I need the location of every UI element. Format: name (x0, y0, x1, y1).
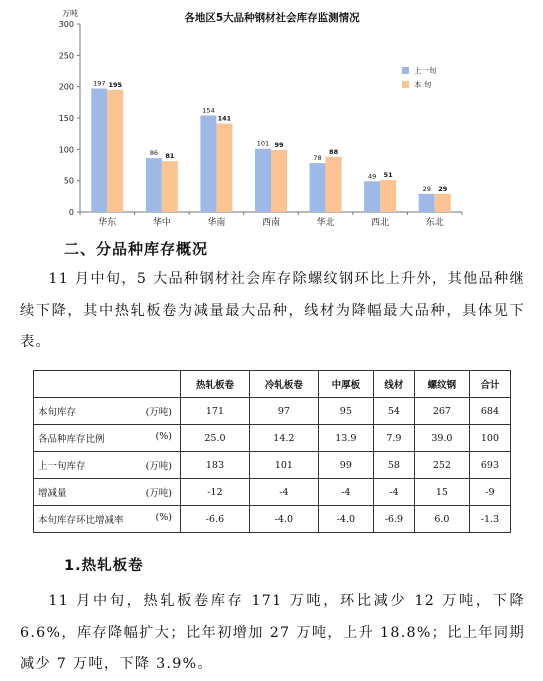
table-cell: 100 (469, 425, 510, 452)
y-tick-label: 250 (58, 51, 74, 61)
table-cell: 13.9 (318, 425, 373, 452)
table-cell: -9 (469, 479, 510, 506)
table-cell: -12 (181, 479, 250, 506)
legend-swatch (402, 67, 409, 74)
x-tick-label: 西北 (371, 218, 390, 228)
bar-value-label: 88 (329, 147, 339, 156)
row-label-cell (34, 425, 181, 452)
bar-value-label: 141 (217, 114, 232, 123)
y-axis-unit-label: 万吨 (62, 9, 78, 18)
x-tick-label: 东北 (425, 218, 444, 228)
table-header-cell (34, 371, 181, 398)
bar-value-label: 51 (383, 171, 393, 180)
table-cell: 14.2 (249, 425, 318, 452)
table-cell: -4.0 (249, 506, 318, 533)
bar-value-label: 195 (108, 80, 123, 89)
bar-value-label: 81 (165, 152, 175, 161)
row-unit: (%) (155, 512, 172, 523)
row-unit: (万吨) (145, 488, 172, 499)
bar-previous-period (200, 115, 216, 212)
row-label: 本旬库存环比增减率 (38, 515, 124, 526)
table-cell: 101 (249, 452, 318, 479)
bar-value-label: 86 (149, 149, 158, 158)
table-header-row (34, 371, 511, 398)
legend-swatch (402, 81, 409, 88)
bar-previous-period (310, 163, 326, 212)
table-cell: 7.9 (373, 425, 414, 452)
x-tick-label: 西南 (261, 218, 281, 228)
x-tick-label: 华东 (98, 218, 117, 228)
table-cell: -6.6 (181, 506, 250, 533)
inventory-table (33, 370, 511, 533)
table-header-cell: 合计 (469, 371, 510, 398)
row-label-cell (34, 479, 181, 506)
bar-value-label: 101 (256, 139, 270, 148)
section-heading: 二、分品种库存概况 (64, 240, 209, 258)
table-cell: 15 (414, 479, 469, 506)
row-label-cell (34, 506, 181, 533)
y-tick-label: 100 (58, 145, 74, 155)
chart-bars (91, 80, 450, 212)
bar-current-period (271, 150, 287, 212)
table-cell: 54 (373, 398, 414, 425)
table-cell: 39.0 (414, 425, 469, 452)
table-cell: 58 (373, 452, 414, 479)
row-unit: (%) (155, 431, 172, 442)
table-header-cell: 冷轧板卷 (249, 371, 318, 398)
table-cell: 171 (181, 398, 250, 425)
bar-value-label: 154 (202, 106, 215, 115)
bar-previous-period (146, 158, 162, 212)
x-tick-label: 华南 (207, 218, 226, 228)
table-row (34, 452, 511, 479)
table-header-cell: 线材 (373, 371, 414, 398)
table-cell: -6.9 (373, 506, 414, 533)
regional-inventory-bar-chart (0, 0, 543, 240)
table-cell: 95 (318, 398, 373, 425)
table-row (34, 479, 511, 506)
legend-label: 上一旬 (414, 66, 437, 75)
table-row (34, 425, 511, 452)
table-body (34, 398, 511, 533)
y-tick-label: 0 (68, 208, 74, 217)
row-unit: (万吨) (145, 407, 172, 418)
row-label: 上一旬库存 (38, 461, 86, 472)
table-cell: 252 (414, 452, 469, 479)
table-cell: 183 (181, 452, 250, 479)
bar-value-label: 49 (368, 172, 377, 181)
y-tick-label: 200 (58, 82, 74, 92)
bar-previous-period (255, 149, 271, 212)
table-cell: -4 (318, 479, 373, 506)
hot-rolled-paragraph: 11 月中旬，热轧板卷库存 171 万吨，环比减少 12 万吨，下降 6.6%，库存降幅扩大；比年初增加 27 万吨，上升 18.8%；比上年同期减少 7 万吨，下降 3.9%。 (20, 593, 525, 672)
intro-paragraph: 11 月中旬，5 大品种钢材社会库存除螺纹钢环比上升外，其他品种继续下降，其中热轧板卷为减量最大品种，线材为降幅最大品种，具体见下表。 (20, 271, 525, 350)
table-cell: -1.3 (469, 506, 510, 533)
bar-current-period (380, 180, 396, 212)
table-row (34, 506, 511, 533)
x-tick-label: 华中 (152, 218, 171, 228)
bar-value-label: 29 (422, 184, 431, 193)
y-tick-label: 50 (63, 176, 74, 186)
bar-value-label: 78 (313, 154, 322, 163)
table-cell: -4 (249, 479, 318, 506)
table-cell: -4.0 (318, 506, 373, 533)
bar-previous-period (91, 89, 107, 212)
bar-value-label: 197 (93, 79, 106, 88)
row-label-cell (34, 452, 181, 479)
row-label: 增减量 (38, 488, 67, 499)
legend-label: 本 旬 (414, 80, 432, 89)
x-tick-label: 华北 (316, 218, 335, 228)
table-cell: 25.0 (181, 425, 250, 452)
table-cell: 684 (469, 398, 510, 425)
bar-current-period (162, 161, 178, 212)
bar-current-period (326, 157, 342, 212)
table-cell: 267 (414, 398, 469, 425)
table-cell: -4 (373, 479, 414, 506)
table-header-cell: 热轧板卷 (181, 371, 250, 398)
subsection-heading: 1.热轧板卷 (64, 558, 144, 574)
table-header-cell: 螺纹钢 (414, 371, 469, 398)
chart-legend (402, 65, 437, 89)
y-tick-label: 300 (58, 20, 74, 29)
row-label-cell (34, 398, 181, 425)
row-label: 各品种库存比例 (38, 434, 105, 445)
table-cell: 6.0 (414, 506, 469, 533)
bar-value-label: 99 (274, 140, 284, 149)
bar-previous-period (419, 194, 435, 212)
bar-current-period (107, 90, 123, 212)
row-unit: (万吨) (145, 461, 172, 472)
bar-previous-period (364, 181, 380, 212)
bar-current-period (216, 124, 232, 212)
table-header-cell: 中厚板 (318, 371, 373, 398)
row-label: 本旬库存 (38, 407, 77, 418)
table-row (34, 398, 511, 425)
table-cell: 99 (318, 452, 373, 479)
bar-current-period (435, 194, 451, 212)
table-cell: 693 (469, 452, 510, 479)
chart-title: 各地区5大品种钢材社会库存监测情况 (184, 12, 360, 24)
bar-value-label: 29 (438, 184, 448, 193)
y-tick-label: 150 (58, 114, 74, 123)
table-cell: 97 (249, 398, 318, 425)
